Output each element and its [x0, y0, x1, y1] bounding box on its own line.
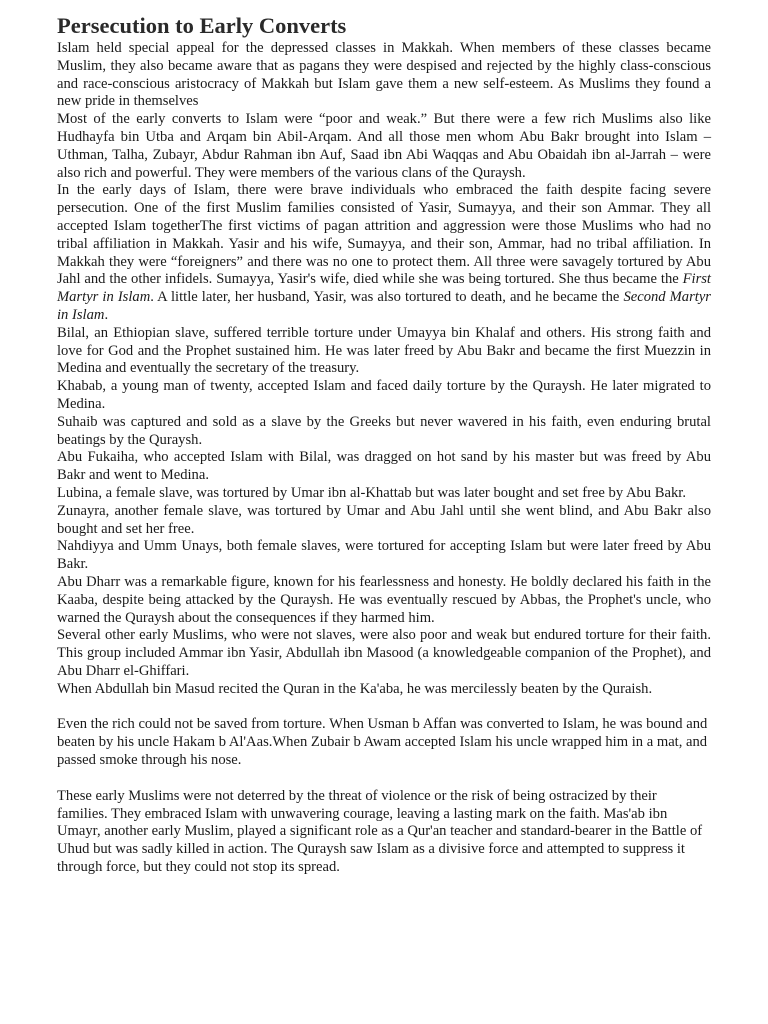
paragraph-khabab: Khabab, a young man of twenty, accepted Islam and faced daily torture by the Quraysh. He later migrated to Medina. [57, 378, 711, 412]
paragraph-text: . [104, 306, 109, 323]
paragraph-spacer [57, 698, 711, 716]
paragraph-early-converts: Most of the early converts to Islam were “poor and weak.” But there were a few rich Muslims also like Hudhayfa bin Utba and Arqam bin Abil-Arqam. And all those men whom Abu Bakr brought into Islam – Uthman, Talha, Zubayr, Abdur Rahman ibn Auf, Saad ibn Abi Waqqas and Abu Obaidah ibn al-Jarrah – were also rich and powerful. They were members of the various clans of the Quraysh. [57, 111, 711, 181]
paragraph-zunayra: Zunayra, another female slave, was tortured by Umar and Abu Jahl until she went blind, and Abu Bakr also bought and set her free. [57, 502, 711, 537]
paragraph-lubina: Lubina, a female slave, was tortured by Umar ibn al-Khattab but was later bought and set free by Abu Bakr. [57, 484, 686, 501]
paragraph-text: . A little later, her husband, Yasir, was also tortured to death, and he became the [150, 289, 624, 306]
paragraph-bilal: Bilal, an Ethiopian slave, suffered terrible torture under Umayya bin Khalaf and others. His strong faith and love for God and the Prophet sustained him. He was later freed by Abu Bakr and became the first Muezzin in Medina and eventually the secretary of the treasury. [57, 324, 711, 377]
document-title: Persecution to Early Converts [57, 13, 347, 38]
paragraph-nahdiyya: Nahdiyya and Umm Unays, both female slaves, were tortured for accepting Islam but were later freed by Abu Bakr. [57, 538, 711, 573]
paragraph-abu-fukaiha: Abu Fukaiha, who accepted Islam with Bilal, was dragged on hot sand by his master but was freed by Abu Bakr and went to Medina. [57, 449, 711, 484]
paragraph-text: In the early days of Islam, there were brave individuals who embraced the faith despite facing severe persecution. One of the first Muslim families consisted of Yasir, Sumayya, and their son Ammar. They all accepted Islam togetherThe first victims of pagan attrition and aggression were those Muslims who had no tribal affiliation in Makkah. Yasir and his wife, Sumayya, and their son, Ammar, had no tribal affiliation. In Makkah they were “foreigners” and there was no one to protect them. All three were savagely tortured by Abu Jahl and the other infidels. Sumayya, Yasir's wife, died while she was being tortured. She thus became the [57, 182, 711, 288]
emphasis-first-martyr: First Martyr in Islam [57, 271, 711, 306]
paragraph-abdullah-masud: When Abdullah bin Masud recited the Quran in the Ka'aba, he was mercilessly beaten by the Quraish. [57, 680, 653, 697]
paragraph-rich-tortured: Even the rich could not be saved from torture. When Usman b Affan was converted to Islam, he was bound and beaten by his uncle Hakam b Al'Aas.When Zubair b Awam accepted Islam his uncle wrapped him in a mat, and passed smoke through his nose. [57, 716, 708, 769]
paragraph-conclusion: These early Muslims were not deterred by the threat of violence or the risk of being ostracized by their families. They embraced Islam with unwavering courage, leaving a lasting mark on the faith. Mas'ab ibn Umayr, another early Muslim, played a significant role as a Qur'an teacher and standard-bearer in the Battle of Uhud but was sadly killed in action. The Quraysh saw Islam as a divisive force and attempted to suppress it through force, but they could not stop its spread. [57, 787, 703, 876]
document-page [57, 12, 711, 877]
paragraph-other-muslims: Several other early Muslims, who were not slaves, were also poor and weak but endured torture for their faith. This group included Ammar ibn Yasir, Abdullah ibn Masood (a knowledgeable companion of the Prophet), and Abu Dharr el-Ghiffari. [57, 627, 711, 679]
paragraph-intro: Islam held special appeal for the depressed classes in Makkah. When members of these classes became Muslim, they also became aware that as pagans they were despised and rejected by the highly class-conscious and race-conscious aristocracy of Makkah but Islam gave them a new self-esteem. As Muslims they found a new pride in themselves [57, 40, 711, 110]
paragraph-yasir-family [57, 182, 711, 324]
paragraph-spacer [57, 770, 711, 788]
paragraph-suhaib: Suhaib was captured and sold as a slave by the Greeks but never wavered in his faith, even enduring brutal beatings by the Quraysh. [57, 413, 711, 448]
emphasis-second-martyr: Second Martyr in Islam [57, 289, 711, 323]
paragraph-abu-dharr: Abu Dharr was a remarkable figure, known for his fearlessness and honesty. He boldly declared his faith in the Kaaba, despite being attacked by the Quraysh. He was eventually rescued by Abbas, the Prophet's uncle, who warned the Quraysh about the consequences if they harmed him. [57, 573, 711, 626]
